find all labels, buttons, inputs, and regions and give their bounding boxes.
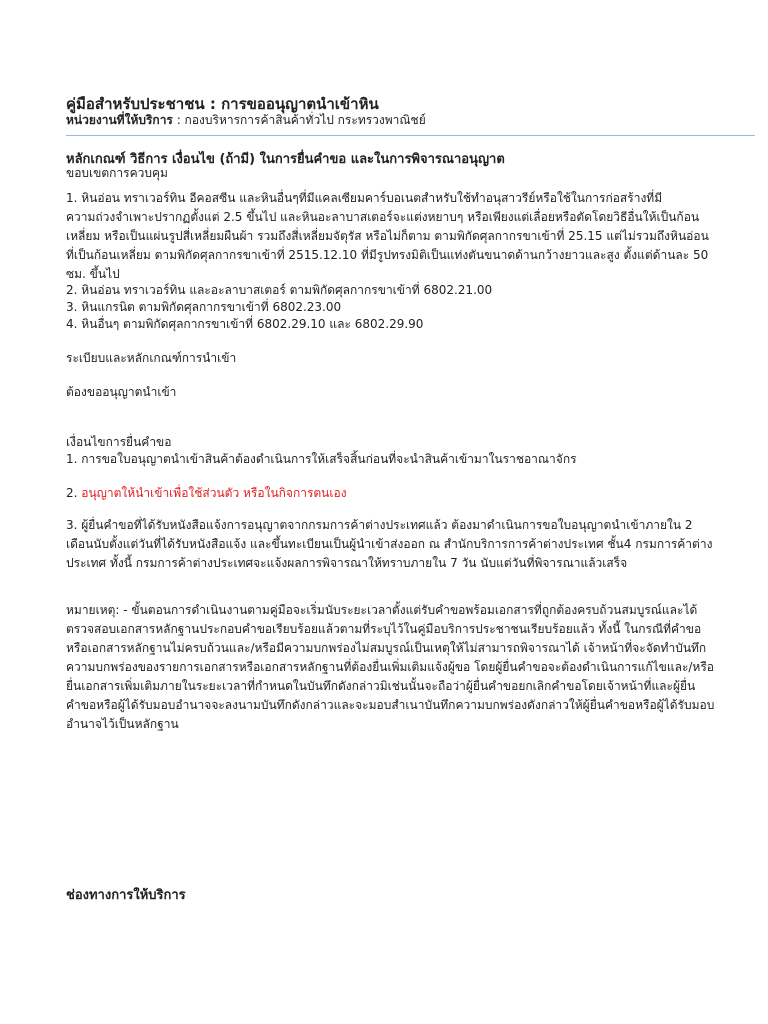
condition-2-text: อนุญาตให้นำเข้าเพื่อใช้ส่วนตัว หรือในกิจการตนเอง [81,486,347,500]
scope-item-3: 3. หินแกรนิต ตามพิกัดศุลกากรขาเข้าที่ 6802.23.00 [66,300,342,314]
scope-label: ขอบเขตการควบคุม [66,166,168,180]
note-paragraph: หมายเหตุ: - ขั้นตอนการดำเนินงานตามคู่มือจะเริ่มนับระยะเวลาตั้งแต่รับคำขอพร้อมเอกสารที่ถูกต้องครบถ้วนสมบูรณ์และได้ตรวจสอบเอกสารหลักฐานประกอบคำขอเรียบร้อยแล้วตามที่ระบุไว้ในคู่มือบริการประชาชนเรียบร้อยแล้ว ทั้งนี้ ในกรณีที่คำขอหรือเอกสารหลักฐานไม่ครบถ้วนและ/หรือมีความบกพร่องไม่สมบูรณ์เป็นเหตุให้ไม่สามารถพิจารณาได้ เจ้าหน้าที่จะจัดทำบันทึกความบกพร่องของรายการเอกสารหรือเอกสารหลักฐานที่ต้องยื่นเพิ่มเติมแจ้งผู้ขอ โดยผู้ยื่นคำขอจะต้องดำเนินการแก้ไขและ/หรือยื่นเอกสารเพิ่มเติมภายในระยะเวลาที่กำหนดในบันทึกดังกล่าวมิเช่นนั้นจะถือว่าผู้ยื่นคำขอยกเลิกคำขอโดยเจ้าหน้าที่และผู้ยื่นคำขอหรือผู้ได้รับมอบอำนาจจะลงนามบันทึกดังกล่าวและจะมอบสำเนาบันทึกความบกพร่องดังกล่าวให้ผู้ยื่นคำขอหรือผู้ได้รับมอบอำนาจไว้เป็นหลักฐาน [66,603,715,731]
title-divider [66,135,755,136]
condition-3: 3. ผู้ยื่นคำขอที่ได้รับหนังสือแจ้งการอนุญาตจากกรมการค้าต่างประเทศแล้ว ต้องมาดำเนินการขอใบอนุญาตนำเข้าภายใน 2 เดือนนับตั้งแต่วันที่ได้รับหนังสือแจ้ง และขึ้นทะเบียนเป็นผู้นำเข้าส่งออก ณ สำนักบริการการค้าต่างประเทศ ชั้น4 กรมการค้าต่างประเทศ ทั้งนี้ กรมการค้าต่างประเทศจะแจ้งผลการพิจารณาให้ทราบภายใน 7 วัน นับแต่วันที่พิจารณาแล้วเสร็จ [66,518,713,570]
channels-heading: ช่องทางการให้บริการ [66,888,186,903]
condition-2-number: 2. [66,486,82,500]
conditions-label: เงื่อนไขการยื่นคำขอ [66,435,172,449]
import-rules-label: ระเบียบและหลักเกณฑ์การนำเข้า [66,351,237,365]
import-rule: ต้องขออนุญาตนำเข้า [66,385,177,399]
condition-2 [66,485,347,502]
agency-line [66,111,426,130]
agency-value: : กองบริหารการค้าสินค้าทั่วไป กระทรวงพาณิชย์ [172,113,426,127]
scope-item-2: 2. หินอ่อน ทราเวอร์ทิน และอะลาบาสเตอร์ ตามพิกัดศุลกากรขาเข้าที่ 6802.21.00 [66,283,493,297]
scope-item-1: 1. หินอ่อน ทราเวอร์ทิน อีคอสซีน และหินอื่นๆที่มีแคลเซียมคาร์บอเนตสำหรับใช้ทำอนุสาวรีย์หรือใช้ในการก่อสร้างที่มีความถ่วงจำเพาะปรากฏตั้งแต่ 2.5 ขึ้นไป และหินอะลาบาสเตอร์จะแต่งหยาบๆ หรือเพียงแต่เลื่อยหรือตัดโดยวิธีอื่นให้เป็นก้อนเหลี่ยม หรือเป็นแผ่นรูปสี่เหลี่ยมผืนผ้า รวมถึงสี่เหลี่ยมจัตุรัส หรือไม่ก็ตาม ตามพิกัดศุลกากรขาเข้าที่ 25.15 แต่ไม่รวมถึงหินอ่อนที่เป็นก้อนเหลี่ยม ตามพิกัดศุลกากรขาเข้าที่ 2515.12.10 ที่มีรูปทรงมิติเป็นแท่งตันขนาดด้านกว้างยาวและสูง ตั้งแต่ด้านละ 50 ซม. ขึ้นไป [66,191,709,281]
condition-1: 1. การขอใบอนุญาตนำเข้าสินค้าต้องดำเนินการให้เสร็จสิ้นก่อนที่จะนำสินค้าเข้ามาในราชอาณาจักร [66,452,577,466]
page-title: คู่มือสำหรับประชาชน : การขออนุญาตนำเข้าหิน [66,95,379,113]
agency-label: หน่วยงานที่ให้บริการ [66,113,173,127]
scope-item-4: 4. หินอื่นๆ ตามพิกัดศุลกากรขาเข้าที่ 6802.29.10 และ 6802.29.90 [66,317,424,331]
criteria-heading: หลักเกณฑ์ วิธีการ เงื่อนไข (ถ้ามี) ในการยื่นคำขอ และในการพิจารณาอนุญาต [66,152,505,167]
